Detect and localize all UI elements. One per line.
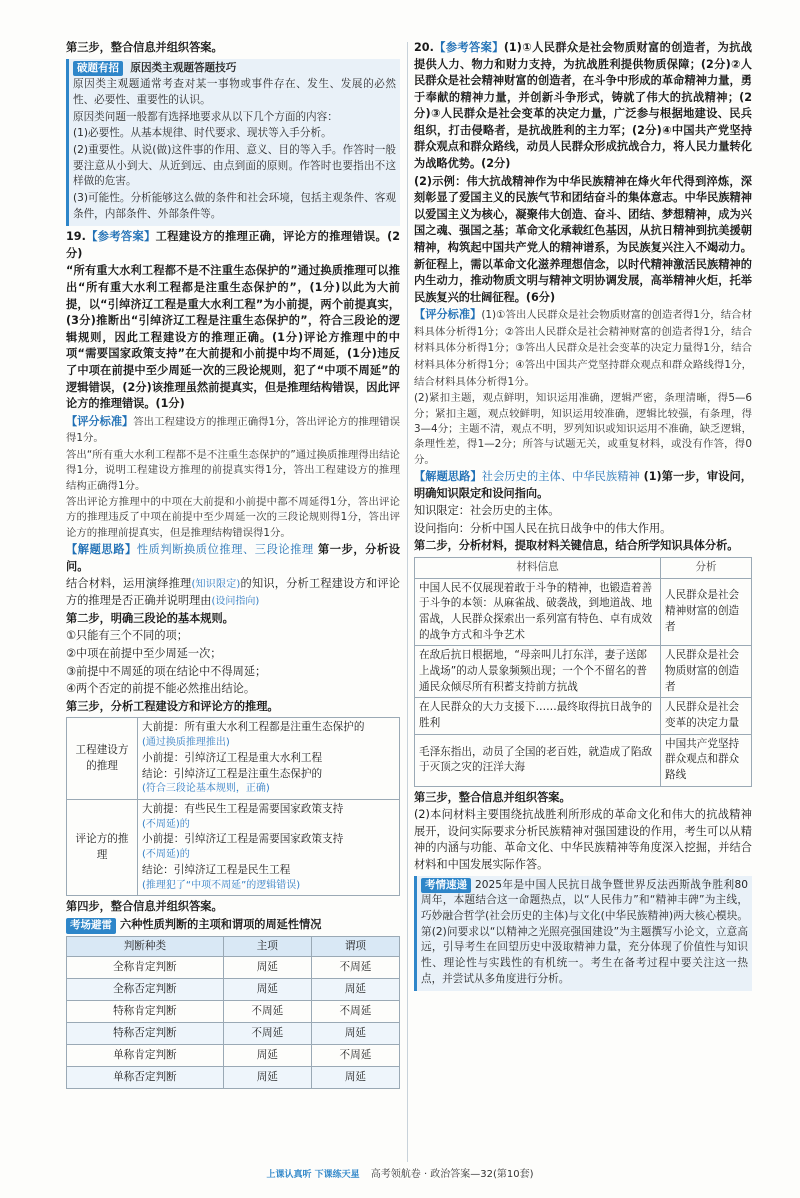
table-row bbox=[415, 698, 752, 734]
table-cell: 不周延 bbox=[223, 1001, 311, 1023]
column-header: 判断种类 bbox=[67, 936, 224, 957]
score-part2: (2)紧扣主题，观点鲜明，知识运用准确，逻辑严密，条理清晰，得5—6分；紧扣主题，观点较鲜明，知识运用较准确，逻辑比较强，有条理，得3—4分；主题不清，观点不明，罗列知识或知识运用不准确，缺乏逻辑，条理性差，得1—2分；所答与试题无关，或重复材料，或没有作答，得0分。 bbox=[414, 392, 752, 466]
step3-title: 第三步，整合信息并组织答案。 bbox=[66, 41, 223, 54]
column-header: 谓项 bbox=[311, 936, 399, 957]
tip-badge: 破题有招 bbox=[73, 61, 123, 77]
solve-tag: 【解题思路】 bbox=[66, 543, 137, 557]
table-cell: 全称否定判断 bbox=[67, 979, 224, 1001]
score-tag: 【评分标准】 bbox=[66, 414, 134, 428]
table-cell: 周延 bbox=[223, 979, 311, 1001]
tip-para: 原因类主观题通常考查对某一事物或事件存在、发生、发展的必然性、必要性、重要性的认识。 bbox=[73, 78, 396, 106]
table-cell: 不周延 bbox=[223, 1023, 311, 1045]
score-line: 答出“所有重大水利工程都不是不注重生态保护的”通过换质推理得出结论得1分，说明工程建设方推理的前提真实得1分，答出工程建设方的推理结构正确得1分。 bbox=[66, 448, 400, 492]
reasoning-line: 结论：引绰济辽工程是注重生态保护的 bbox=[142, 767, 323, 780]
solve-step1: (1)第一步，审设问，明确知识限定和设问指向。 bbox=[414, 470, 752, 500]
table-cell: 周延 bbox=[311, 1023, 399, 1045]
distribution-table bbox=[66, 936, 400, 1090]
tip-para: (3)可能性。分析能够这么做的条件和社会环境，包括主观条件、客观条件，内部条件、外部条件等。 bbox=[73, 191, 396, 220]
reasoning-line: 小前提：引绰济辽工程是需要国家政策支持 bbox=[142, 833, 344, 846]
footer-logo: 上课认真听 下课练天星 bbox=[266, 1170, 360, 1180]
reasoning-note: (通过换质推理推出) bbox=[142, 737, 230, 749]
solve-step1: 第一步，分析设问。 bbox=[66, 543, 400, 573]
table-row bbox=[67, 979, 400, 1001]
table-row bbox=[67, 1023, 400, 1045]
table-cell: 单称肯定判断 bbox=[67, 1045, 224, 1067]
table-cell: 全称肯定判断 bbox=[67, 957, 224, 979]
exam-info-badge: 考情速递 bbox=[421, 878, 471, 894]
q20-number: 20. bbox=[414, 41, 434, 54]
reasoning-note: (不周延)的 bbox=[142, 849, 190, 861]
table-header-row bbox=[415, 557, 752, 578]
table-cell: 周延 bbox=[223, 1067, 311, 1089]
table-cell: 单称否定判断 bbox=[67, 1067, 224, 1089]
reasoning-cell bbox=[138, 718, 400, 800]
reasoning-line: 大前提：所有重大水利工程都是注重生态保护的 bbox=[142, 721, 365, 734]
table-cell: 特称肯定判断 bbox=[67, 1001, 224, 1023]
q19-answer-tag: 【参考答案】 bbox=[85, 230, 156, 244]
table-cell: 不周延 bbox=[311, 1045, 399, 1067]
solve-p1b: 的知识，分析工程建设方和评论方的推理是否正确并说明理由 bbox=[66, 577, 400, 608]
material-cell: 中国人民不仅展现着敢于斗争的精神，也锻造着善于斗争的本领：从麻雀战、破袭战，到地道战、地雷战，人民群众探索出一系列富有特色、卓有成效的战争方式和斗争艺术 bbox=[415, 578, 661, 646]
solve-step3: 第三步，整合信息并组织答案。 bbox=[414, 790, 571, 804]
exam-title: 六种性质判断的主项和谓项的周延性情况 bbox=[120, 917, 322, 931]
page-footer bbox=[0, 1168, 800, 1183]
knowledge-limit: 知识限定：社会历史的主体。 bbox=[414, 504, 560, 518]
reasoning-note: (不周延)的 bbox=[142, 818, 190, 830]
column-header: 分析 bbox=[661, 557, 752, 578]
tip-para: (2)重要性。从说(做)这件事的作用、意义、目的等入手。作答时一般要注意从小到大、从近到远、由点到面的原则。作答时也要指出不这样做的危害。 bbox=[73, 143, 396, 188]
q19-number: 19. bbox=[66, 230, 86, 244]
score-line: 答出评论方推理中的中项在大前提和小前提中都不周延得1分，答出评论方的推理违反了中项在前提中至少周延一次的三段论规则得1分，答出评论方的推理前提真实，但是推理结构错误得1分。 bbox=[66, 495, 400, 539]
role-cell: 工程建设方的推理 bbox=[67, 718, 138, 800]
exam-badge: 考场避雷 bbox=[66, 918, 116, 934]
q20-answer-part1: (1)①人民群众是社会物质财富的创造者，为抗战提供人力、物力和财力支持，为抗战胜利提供物质保障；(2分)②人民群众是社会精神财富的创造者，在斗争中形成的革命精神力量，勇于奉献的精神力量，并创新斗争形式，铸就了伟大的抗战精神；(2分)③人民群众是社会变革的决定力量，广泛参与根据地建设、民兵组织，打击侵略者，是抗战胜利的主力军；(2分)④中国共产党坚持群众观点和群众路线，动员人民群众形成抗战合力，将人民力量转化为战略优势。(2分) bbox=[414, 41, 752, 171]
reasoning-cell bbox=[138, 799, 400, 895]
tip-title: 原因类主观题答题技巧 bbox=[130, 61, 237, 74]
material-cell: 在人民群众的大力支援下……最终取得抗日战争的胜利 bbox=[415, 698, 661, 734]
rule-item: ④两个否定的前提不能必然推出结论。 bbox=[66, 682, 256, 696]
score-line: 答出工程建设方的推理正确得1分，答出评论方的推理错误得1分。 bbox=[66, 415, 400, 445]
q2-analysis: (2)本问材料主要围绕抗战胜利所形成的革命文化和伟大的抗战精神展开，设问实际要求分析民族精神对强国建设的作用，考生可以从精神的内涵与功能、革命文化、中华民族精神等角度深入挖掘，并结合材料和中国发展实际作答。 bbox=[414, 808, 752, 872]
reasoning-line: 结论：引绰济辽工程是民生工程 bbox=[142, 863, 291, 876]
material-analysis-table bbox=[414, 557, 752, 787]
table-row bbox=[67, 957, 400, 979]
table-row bbox=[415, 734, 752, 786]
tip-para: 原因类问题一般都有选择地要求从以下几个方面的内容： bbox=[73, 110, 338, 123]
solve-p1: 结合材料，运用演绎推理 bbox=[66, 577, 192, 591]
table-header-row bbox=[67, 936, 400, 957]
right-column bbox=[414, 40, 752, 994]
reasoning-line: 小前提：引绰济辽工程是重大水利工程 bbox=[142, 751, 323, 764]
analysis-cell: 人民群众是社会物质财富的创造者 bbox=[661, 646, 752, 698]
rule-item: ①只能有三个不同的项； bbox=[66, 629, 188, 643]
solve-step2: 第二步，分析材料，提取材料关键信息，结合所学知识具体分析。 bbox=[414, 539, 739, 553]
left-column bbox=[66, 40, 400, 1092]
solve-step2: 第二步，明确三段论的基本规则。 bbox=[66, 611, 234, 625]
score-tag: 【评分标准】 bbox=[414, 308, 482, 322]
solve-step4: 第四步，整合信息并组织答案。 bbox=[66, 900, 223, 914]
solve-tag: 【解题思路】 bbox=[414, 470, 482, 484]
knowledge-limit-note: (知识限定) bbox=[191, 579, 241, 591]
solve-topic: 社会历史的主体、中华民族精神 bbox=[481, 470, 640, 484]
table-row bbox=[67, 799, 400, 895]
q19-answer-line: 工程建设方的推理正确，评论方的推理错误。(2分) bbox=[66, 230, 400, 260]
question-direction-note: (设问指向) bbox=[211, 596, 260, 608]
analysis-cell: 人民群众是社会精神财富的创造者 bbox=[661, 578, 752, 646]
analysis-cell: 人民群众是社会变革的决定力量 bbox=[661, 698, 752, 734]
footer-text: 高考领航卷 · 政治答案—32(第10套) bbox=[370, 1169, 534, 1180]
rule-item: ③前提中不周延的项在结论中不得周延； bbox=[66, 664, 267, 678]
column-divider bbox=[407, 42, 408, 1162]
table-row bbox=[415, 578, 752, 646]
tip-para: (1)必要性。从基本规律、时代要求、现状等入手分析。 bbox=[73, 127, 332, 140]
question-direction: 设问指向：分析中国人民在抗日战争中的伟大作用。 bbox=[414, 521, 672, 535]
table-cell: 周延 bbox=[311, 979, 399, 1001]
table-row bbox=[67, 1067, 400, 1089]
table-row bbox=[415, 646, 752, 698]
table-cell: 周延 bbox=[223, 1045, 311, 1067]
exam-info-box bbox=[414, 876, 752, 992]
table-cell: 不周延 bbox=[311, 957, 399, 979]
role-cell: 评论方的推理 bbox=[67, 799, 138, 895]
q20-answer-tag: 【参考答案】 bbox=[433, 41, 504, 54]
reasoning-table bbox=[66, 717, 400, 896]
score-part1: (1)①答出人民群众是社会物质财富的创造者得1分，结合材料具体分析得1分；②答出人民群众是社会精神财富的创造者得1分，结合材料具体分析得1分；③答出人民群众是社会变革的决定力量得1分，结合材料具体分析得1分；④答出中国共产党坚持群众观点和群众路线得1分，结合材料具体分析得1分。 bbox=[414, 309, 752, 388]
exam-info-text: 2025年是中国人民抗日战争暨世界反法西斯战争胜利80周年，本题结合这一命题热点，以“人民伟力”和“精神丰碑”为主线，巧妙融合哲学(社会历史的主体)与文化(中华民族精神)两大核心模块。第(2)问要求以“以精神之光照亮强国建设”为主题撰写小论文，立意高远，引导考生在回望历史中汲取精神力量，充分体现了价值性与知识性、理论性与实践性的有机统一。考生在备考过程中要关注这一热点，并尝试从多角度进行分析。 bbox=[421, 878, 748, 985]
column-header: 材料信息 bbox=[415, 557, 661, 578]
table-cell: 特称否定判断 bbox=[67, 1023, 224, 1045]
solve-step3: 第三步，分析工程建设方和评论方的推理。 bbox=[66, 699, 279, 713]
reasoning-line: 大前提：有些民生工程是需要国家政策支持 bbox=[142, 802, 344, 815]
q20-answer-part2: (2)示例：伟大抗战精神作为中华民族精神在烽火年代得到淬炼，深刻彰显了爱国主义的民族气节和团结奋斗的集体意志。中华民族精神以爱国主义为核心，凝聚伟大创造、奋斗、团结、梦想精神，成为兴国之魂、强国之基；革命文化承载红色基因，从抗日精神到抗美援朝精神，构筑起中国共产党人的精神谱系，为民族复兴注入不竭动力。新征程上，需以革命文化滋养理想信念，以时代精神激活民族精神的内生动力，推动物质文明与精神文明协调发展，高举精神火炬，托举民族复兴的壮阔征程。(6分) bbox=[414, 174, 752, 304]
table-row bbox=[67, 718, 400, 800]
analysis-cell: 中国共产党坚持群众观点和群众路线 bbox=[661, 734, 752, 786]
column-header: 主项 bbox=[223, 936, 311, 957]
reasoning-note: (符合三段论基本规则，正确) bbox=[142, 783, 270, 795]
tip-box bbox=[66, 59, 400, 227]
table-row bbox=[67, 1045, 400, 1067]
material-cell: 毛泽东指出，动员了全国的老百姓，就造成了陷敌于灭顶之灾的汪洋大海 bbox=[415, 734, 661, 786]
q19-answer-body: “所有重大水利工程都不是不注重生态保护的”通过换质推理可以推出“所有重大水利工程都是注重生态保护的”，(1分)以此为大前提，以“引绰济辽工程是重大水利工程”为小前提，两个前提真实，(3分)推断出“引绰济辽工程是注重生态保护的”，符合三段论的逻辑规则，因此工程建设方的推理正确。(1分)评论方推理中的中项“需要国家政策支持”在大前提和小前提中均不周延，(1分)违反了中项在前提中至少周延一次的三段论规则，犯了“中项不周延”的逻辑错误，(2分)该推理虽然前提真实，但是推理结构错误，因此评论方的推理错误。(1分) bbox=[66, 264, 400, 411]
solve-topic: 性质判断换质位推理、三段论推理 bbox=[136, 543, 314, 557]
table-row bbox=[67, 1001, 400, 1023]
reasoning-note: (推理犯了“中项不周延”的逻辑错误) bbox=[142, 879, 301, 891]
table-cell: 周延 bbox=[223, 957, 311, 979]
rule-item: ②中项在前提中至少周延一次； bbox=[66, 647, 222, 661]
table-cell: 周延 bbox=[311, 1067, 399, 1089]
table-cell: 不周延 bbox=[311, 1001, 399, 1023]
material-cell: 在敌后抗日根据地，“母亲叫儿打东洋，妻子送郎上战场”的动人景象频频出现；一个个不留名的普通民众倾尽所有积蓄支持前方抗战 bbox=[415, 646, 661, 698]
